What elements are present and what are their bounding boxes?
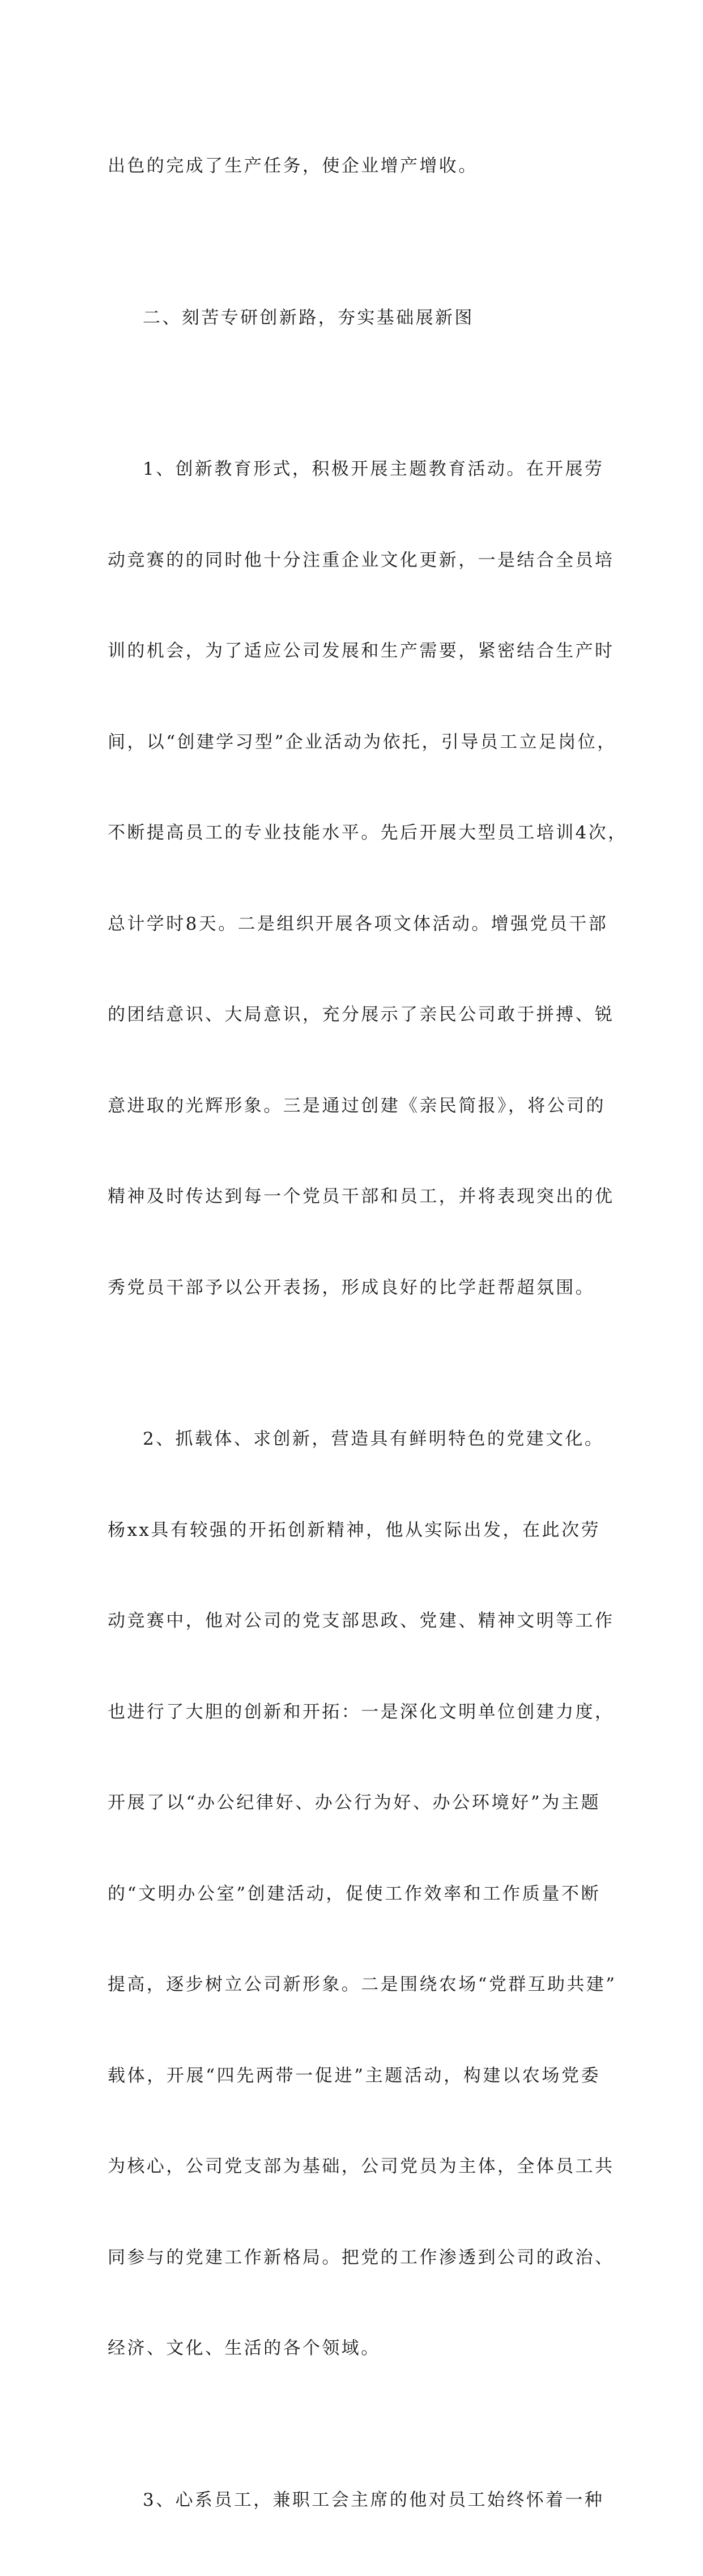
document-page <box>0 0 703 994</box>
paragraph <box>108 2425 600 2576</box>
text-line: 为核心，公司党支部为基础，公司党员为主体，全体员工共 <box>108 2152 600 2182</box>
section-heading <box>108 242 600 394</box>
paragraph <box>108 1364 600 2425</box>
text-line: 动竞赛的的同时他十分注重企业文化更新，一是结合全员培 <box>108 546 600 576</box>
paragraph <box>108 394 600 1364</box>
text-line: 提高，逐步树立公司新形象。二是围绕农场“党群互助共建” <box>108 1970 600 2000</box>
document-body <box>108 91 600 2576</box>
text-line: 二、刻苦专研创新路，夯实基础展新图 <box>108 303 600 334</box>
text-line: 动竞赛中，他对公司的党支部思政、党建、精神文明等工作 <box>108 1606 600 1637</box>
text-line: 2、抓载体、求创新，营造具有鲜明特色的党建文化。 <box>108 1424 600 1455</box>
text-line: 的团结意识、大局意识，充分展示了亲民公司敢于拼搏、锐 <box>108 1000 600 1031</box>
text-line: 的“文明办公室”创建活动，促使工作效率和工作质量不断 <box>108 1879 600 1910</box>
text-line: 训的机会，为了适应公司发展和生产需要，紧密结合生产时 <box>108 636 600 667</box>
text-line: 间，以“创建学习型”企业活动为依托，引导员工立足岗位， <box>108 727 600 758</box>
text-line: 经济、文化、生活的各个领域。 <box>108 2334 600 2364</box>
text-line: 意进取的光辉形象。三是通过创建《亲民简报》，将公司的 <box>108 1091 600 1122</box>
text-line: 秀党员干部予以公开表扬，形成良好的比学赶帮超氛围。 <box>108 1273 600 1304</box>
text-line: 1、创新教育形式，积极开展主题教育活动。在开展劳 <box>108 454 600 485</box>
text-line: 同参与的党建工作新格局。把党的工作渗透到公司的政治、 <box>108 2243 600 2273</box>
text-line: 3、心系员工，兼职工会主席的他对员工始终怀着一种 <box>108 2485 600 2516</box>
text-line: 总计学时8天。二是组织开展各项文体活动。增强党员干部 <box>108 909 600 940</box>
paragraph <box>108 91 600 242</box>
text-line: 载体，开展“四先两带一促进”主题活动，构建以农场党委 <box>108 2061 600 2092</box>
text-line: 开展了以“办公纪律好、办公行为好、办公环境好”为主题 <box>108 1788 600 1819</box>
text-line: 不断提高员工的专业技能水平。先后开展大型员工培训4次， <box>108 818 600 849</box>
text-line: 杨xx具有较强的开拓创新精神，他从实际出发，在此次劳 <box>108 1515 600 1546</box>
text-line: 出色的完成了生产任务，使企业增产增收。 <box>108 151 600 182</box>
text-line: 也进行了大胆的创新和开拓：一是深化文明单位创建力度， <box>108 1697 600 1728</box>
text-line: 精神及时传达到每一个党员干部和员工，并将表现突出的优 <box>108 1182 600 1212</box>
